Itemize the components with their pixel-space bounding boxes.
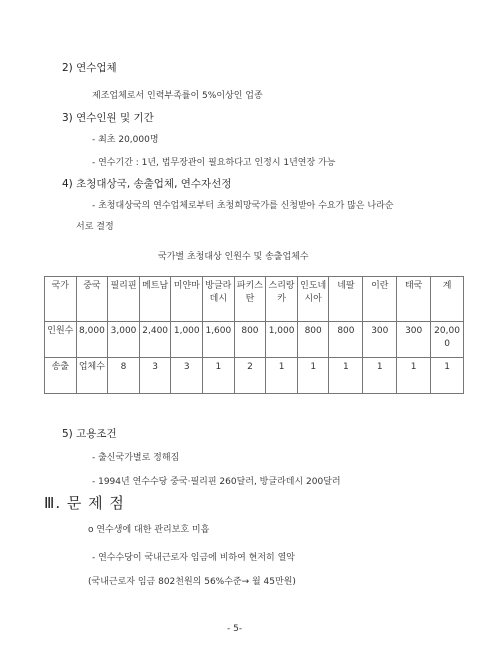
table-cell: 1,600 (203, 322, 235, 358)
chapter-3-text-3: (국내근로자 임금 802천원의 56%수준→ 월 45만원) (88, 577, 296, 587)
table-cell: 800 (234, 322, 266, 358)
table-cell: 1 (266, 358, 298, 394)
table-cell: 300 (363, 322, 397, 358)
table-caption: 국가별 초청대상 인원수 및 송출업체수 (158, 252, 309, 262)
table-row-people (45, 322, 464, 358)
table-cell: 300 (397, 322, 431, 358)
table-cell: 태국 (397, 277, 431, 322)
table-cell: 필리핀 (108, 277, 140, 322)
table-cell: 2,400 (139, 322, 171, 358)
table-cell: 인도네시아 (297, 277, 329, 322)
table-cell: 1 (329, 358, 363, 394)
table-cell: 3 (139, 358, 171, 394)
table-cell: 파키스탄 (234, 277, 266, 322)
table-cell: 8,000 (76, 322, 108, 358)
table-cell: 송출 (45, 358, 77, 394)
table-cell: 2 (234, 358, 266, 394)
table-cell: 3 (171, 358, 203, 394)
table-cell: 메트남 (139, 277, 171, 322)
section-4-text-1: - 초청대상국의 연수업체로부터 초청희망국가를 신청받아 수요가 많은 나라순 (92, 201, 394, 211)
table-cell: 방글라데시 (203, 277, 235, 322)
table-cell: 미얀마 (171, 277, 203, 322)
table-cell: 3,000 (108, 322, 140, 358)
section-4-heading: 4) 초청대상국, 송출업체, 연수자선정 (62, 178, 232, 190)
table-cell: 1,000 (266, 322, 298, 358)
section-4-text-2: 서로 결정 (76, 222, 114, 232)
table-cell: 계 (431, 277, 464, 322)
table-cell: 중국 (76, 277, 108, 322)
table-header-row (45, 277, 464, 322)
table-cell: 1 (203, 358, 235, 394)
chapter-3-text-1: o 연수생에 대한 관리보호 미흡 (88, 525, 210, 535)
table-cell: 1 (431, 358, 464, 394)
section-3-text-1: - 최초 20,000명 (92, 135, 159, 145)
section-2-heading: 2) 연수업체 (62, 62, 117, 74)
table-cell: 국가 (45, 277, 77, 322)
table-cell: 1,000 (171, 322, 203, 358)
section-5-text-2: - 1994년 연수수당 중국·필리핀 260달러, 방글라데시 200달러 (92, 477, 341, 487)
section-3-text-2: - 연수기간 : 1년, 법무장관이 필요하다고 인정시 1년연장 가능 (92, 158, 336, 168)
table-cell: 1 (297, 358, 329, 394)
section-3-heading: 3) 연수인원 및 기간 (62, 112, 154, 124)
table-cell: 800 (297, 322, 329, 358)
section-5-heading: 5) 고용조건 (62, 428, 117, 440)
table-cell: 8 (108, 358, 140, 394)
table-cell: 업체수 (76, 358, 108, 394)
table-cell: 스리랑카 (266, 277, 298, 322)
chapter-3-heading: Ⅲ. 문 제 점 (44, 494, 125, 512)
table-cell: 1 (363, 358, 397, 394)
table-cell: 20,000 (431, 322, 464, 358)
table-cell: 800 (329, 322, 363, 358)
table-cell: 인원수 (45, 322, 77, 358)
section-5-text-1: - 출신국가별로 정해짐 (92, 453, 180, 463)
page-number: - 5- (227, 624, 243, 634)
chapter-3-text-2: - 연수수당이 국내근로자 임금에 비하여 현저히 열악 (92, 553, 295, 563)
table-cell: 이란 (363, 277, 397, 322)
table-cell: 1 (397, 358, 431, 394)
table-row-agencies (45, 358, 464, 394)
table-cell: 네팔 (329, 277, 363, 322)
trainee-table (44, 276, 464, 394)
section-2-text: 제조업체로서 인력부족률이 5%이상인 업종 (92, 91, 263, 101)
